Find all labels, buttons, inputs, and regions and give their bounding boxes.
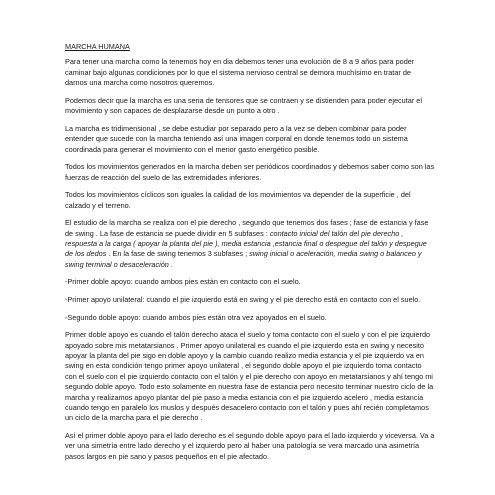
paragraph-tridimensional: La marcha es tridimensional , se debe estudiar por separado pero a la vez se deben combinar para poder entender que sucede con la marcha teniendo así una imagen corporal en donde tenemos todo un sistema coordinada para generar el movimiento con el menor gasto energético posible. bbox=[65, 123, 408, 154]
paragraph-symmetry: Así el primer doble apoyo para el lado derecho es el segundo doble apoyo para el lado izquierdo y viceversa. Va a ver una simetría entre lado derecho y el izquierdo pero al haber una patología se vera marcado una asimetría pasos largos en pie sano y pasos pequeños en el pie afectado. bbox=[65, 431, 435, 461]
paragraph-gait-cycle-description: Primer doble apoyo es cuando el talón derecho ataca el suelo y toma contacto con el suelo y con el pie izquierdo apoyado sobre mis metatarsianos . Primer apoyo unilateral es cuando el pie izquierdo esta en swing y necesito apoyar la planta del pie sigo en doble apoyo y la cambio cuando realizo media estancia y el pie izquierdo va en swing en esta condición tengo primer apoyo unilateral , el segundo doble apoyo el pie izquierdo toma contacto con el suelo con el pie izquierdo contacto con el talón y el pie derecho con apoyo en metatarsianos y ahí tengo mi segundo doble apoyo. Todo esto solamente en nuestra fase de estancia pero necesito terminar nuestro ciclo de la marcha y realizamos apoyo plantar del pie paso a media estancia con el pie izquierdo acelero , media estancia cuando tengo en paralelo los muslos y después desacelero contacto con el talón y pues ahí recién completamos un ciclo de la marcha para el pie derecho . bbox=[65, 330, 434, 423]
phases-intro-text: El estudio de la marcha se realiza con el pie derecho , segundo que tenemos dos fases ; fase de estancia y fase de swing . La fase de estancia se puede dividir en 5 subfases : bbox=[65, 218, 429, 238]
stance-subphases-text: contacto inicial del talón del pie derecho , respuesta a la carga ( apoyar la planta del pie ), media estancia ,estancia final o despegue del talón y despegue de los dedos bbox=[65, 228, 427, 259]
swing-subphases-text: swing inicial o aceleración, media swing o balanceo y swing terminal o desaceleración bbox=[65, 249, 422, 269]
document-page bbox=[65, 42, 435, 469]
paragraph-periodic-movements: Todos los movimientos generados en la marcha deben ser periódicos coordinados y debemos saber como son las fuerzas de reacción del suelo de las extremidades inferiores. bbox=[65, 162, 435, 182]
phases-end-text: . bbox=[168, 259, 173, 269]
paragraph-first-double-support: -Primer doble apoyo: cuando ambos pies están en contacto con el suelo. bbox=[65, 277, 301, 287]
swing-intro-text: . En la fase de swing tenemos 3 subfases ; bbox=[106, 249, 250, 259]
paragraph-second-double-support: -Segundo doble apoyo: cuando ambos pies están otra vez apoyados en el suelo. bbox=[65, 312, 327, 322]
paragraph-cyclic-movements: Todos los movimientos cíclicos son iguales la calidad de los movimientos va depender de la superficie , del calzado y el terreno. bbox=[65, 190, 411, 210]
paragraph-first-single-support: -Primer apoyo unilateral: cuando el pie izquierdo está en swing y el pie derecho está en contacto con el suelo. bbox=[65, 295, 421, 305]
paragraph-gait-phases bbox=[65, 218, 435, 270]
document-title: MARCHA HUMANA bbox=[65, 42, 130, 51]
paragraph-tensors: Podemos decir que la marcha es una seria de tensores que se contraen y se distienden para poder ejecutar el movimiento y son capaces de desplazarse desde un punto a otro . bbox=[65, 95, 422, 116]
paragraph-evolution: Para tener una marcha como la tenemos hoy en dia debemos tener una evolución de 8 a 9 años para poder caminar bajo algunas condiciones por lo que el sistema nervioso central se demora muchísimo en tratar de darnos una marcha como nosotros queremos. bbox=[65, 57, 415, 88]
